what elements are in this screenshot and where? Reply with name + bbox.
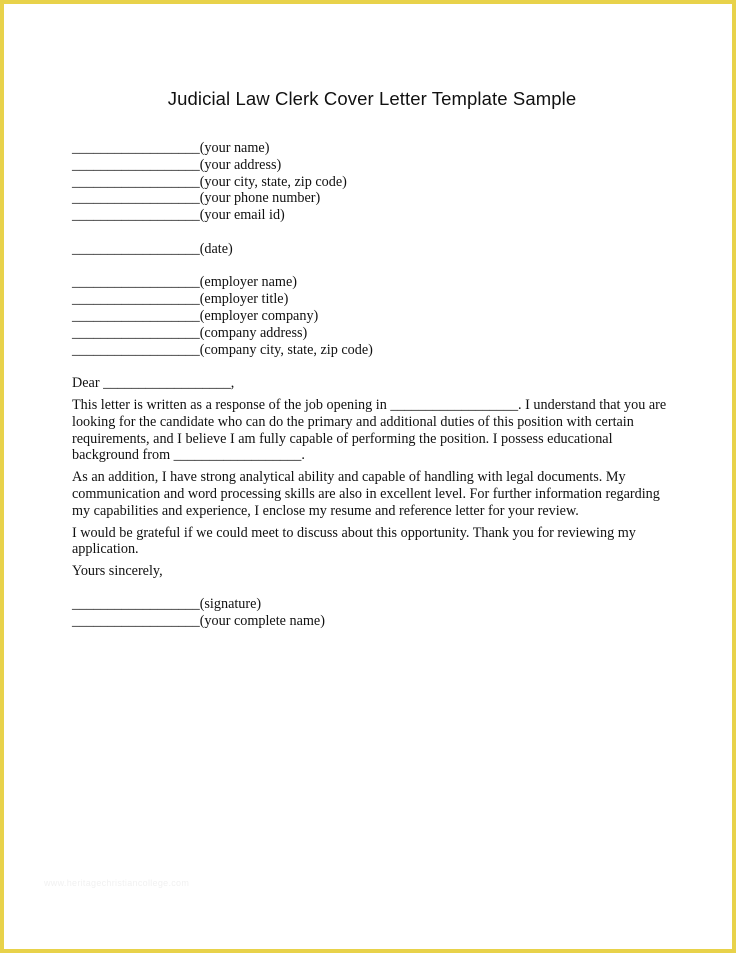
- paragraph-2: As an addition, I have strong analytical ability and capable of handling with legal documents. My communication and word processing skills are also in excellent level. For further information regarding my capabilities and experience, I enclose my resume and reference letter for your review.: [72, 469, 660, 519]
- spacer: [72, 580, 677, 596]
- watermark: www.heritagechristiancollege.com: [44, 878, 190, 888]
- sender-phone-line: __________________(your phone number): [72, 190, 321, 207]
- employer-name-line: __________________(employer name): [72, 274, 297, 291]
- spacer: [72, 358, 677, 375]
- sender-address-line: __________________(your address): [72, 156, 282, 173]
- closing: Yours sincerely,: [72, 563, 163, 580]
- page-title: Judicial Law Clerk Cover Letter Template Sample: [167, 88, 577, 109]
- signature-line: __________________(signature): [72, 595, 262, 612]
- company-city-line: __________________(company city, state, zip code): [72, 341, 373, 358]
- spacer: [72, 258, 677, 275]
- sender-email-line: __________________(your email id): [72, 207, 285, 224]
- sender-name-line: __________________(your name): [72, 140, 270, 156]
- date-line: __________________(date): [72, 240, 233, 257]
- spacer: [72, 224, 677, 241]
- company-address-line: __________________(company address): [72, 324, 308, 341]
- sender-block: [72, 140, 677, 224]
- letter-body: [72, 140, 677, 630]
- signature-block: [72, 596, 677, 630]
- paragraph-1: This letter is written as a response of the job opening in __________________. I understand that you are looking for the candidate who can do the primary and additional duties of this position with certain requirements, and I believe I am fully capable of performing the position. I possess educational background from __________________.: [72, 396, 667, 464]
- employer-company-line: __________________(employer company): [72, 307, 319, 324]
- salutation: Dear __________________,: [72, 375, 235, 392]
- paragraph-3: I would be grateful if we could meet to discuss about this opportunity. Thank you for reviewing my application.: [72, 524, 636, 558]
- complete-name-line: __________________(your complete name): [72, 612, 325, 629]
- employer-title-line: __________________(employer title): [72, 291, 289, 308]
- employer-block: [72, 274, 677, 358]
- sender-city-line: __________________(your city, state, zip code): [72, 173, 347, 190]
